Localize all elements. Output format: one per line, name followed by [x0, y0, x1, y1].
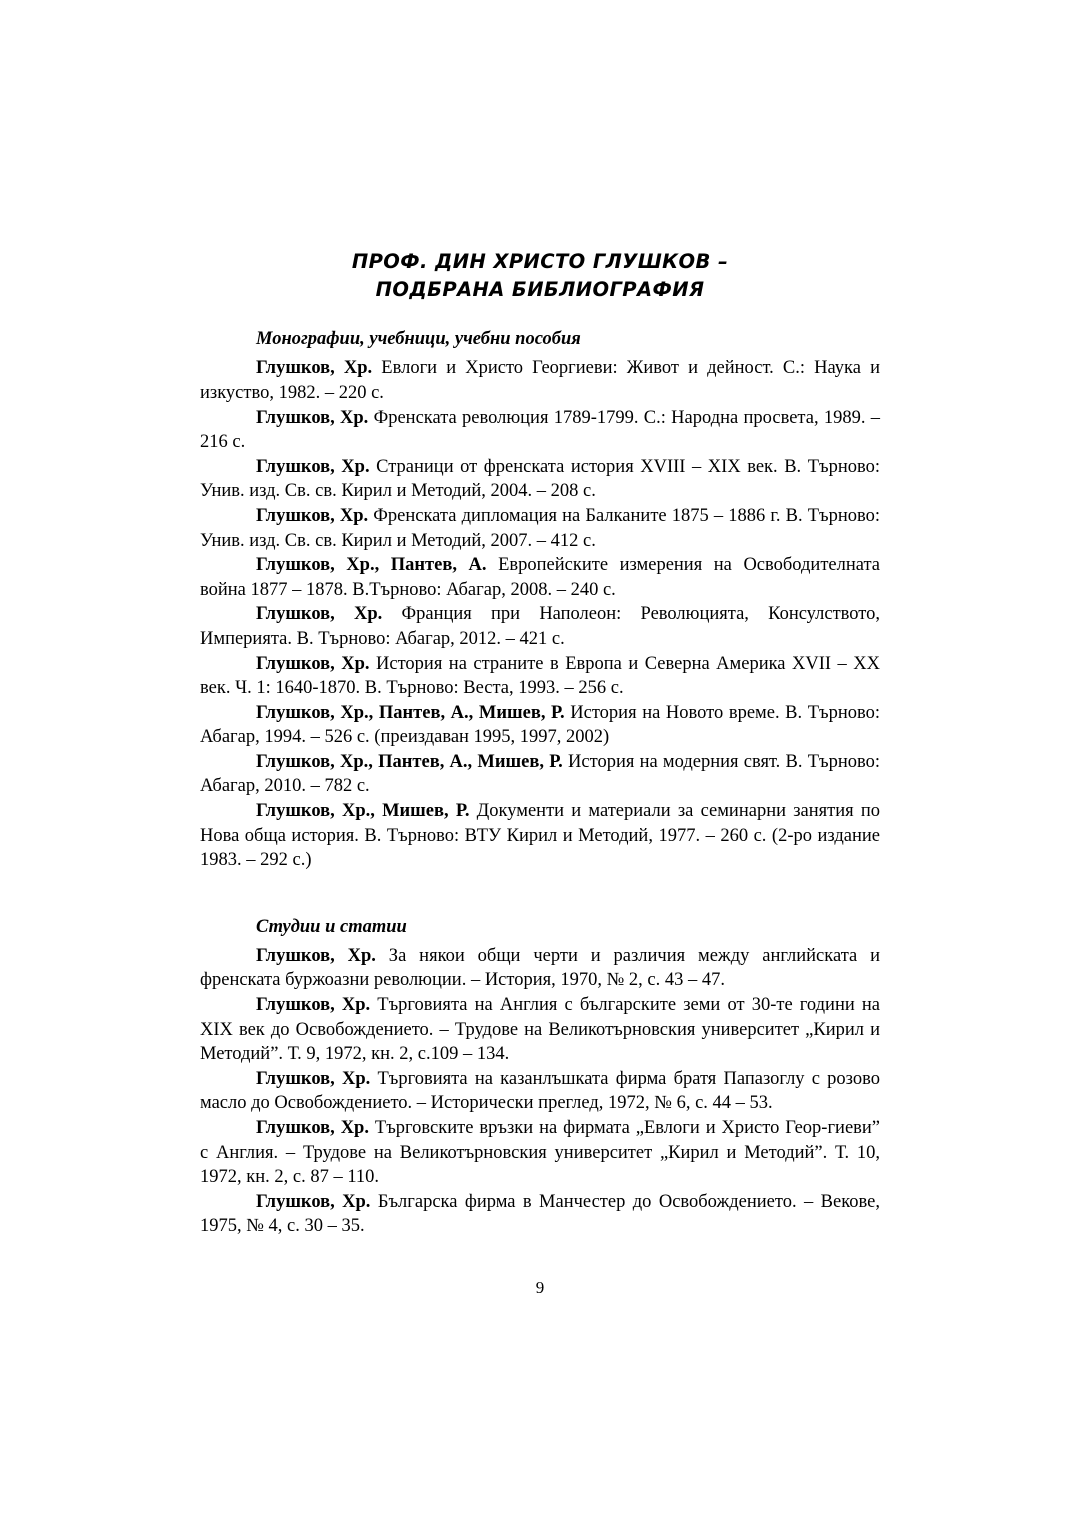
bibliography-entry — [200, 406, 880, 455]
bibliography-entry — [200, 1067, 880, 1116]
page-title — [200, 248, 880, 303]
entry-text: Френската революция 1789-1799. С.: Народна просвета, 1989. – 216 с. — [200, 407, 880, 453]
entry-text: История на модерния свят. В. Търново: Абагар, 2010. – 782 с. — [200, 751, 880, 797]
entry-text: За някои общи черти и различия между английската и френската буржоазни революции. – История, 1970, № 2, с. 43 – 47. — [200, 945, 881, 991]
entry-authors: Глушков, Хр., Пантев, А. — [256, 555, 487, 576]
bibliography-entry — [200, 944, 880, 993]
entry-authors: Глушков, Хр. — [256, 604, 383, 625]
entry-authors: Глушков, Хр., Мишев, Р. — [256, 801, 470, 822]
entry-text: Документи и материали за семинарни занятия по Нова обща история. В. Търново: ВТУ Кирил и Методий, 1977. – 260 с. (2-ро издание 1983. – 292 с.) — [200, 801, 880, 871]
section-heading-monographs: Монографии, учебници, учебни пособия — [256, 329, 581, 350]
page-number: 9 — [535, 1278, 545, 1297]
entry-text: Търговията на казанлъшката фирма братя Папазоглу с розово масло до Освобождението. – Исторически преглед, 1972, № 6, с. 44 – 53. — [200, 1068, 880, 1114]
entry-authors: Глушков, Хр. — [256, 505, 369, 526]
entry-authors: Глушков, Хр. — [256, 1068, 371, 1089]
bibliography-entry — [200, 1190, 880, 1239]
entry-authors: Глушков, Хр. — [256, 653, 370, 674]
bibliography-entry — [200, 504, 880, 553]
bibliography-entry — [200, 602, 880, 651]
entry-authors: Глушков, Хр. — [256, 995, 371, 1016]
bibliography-entry — [200, 750, 880, 799]
entry-text: Търговските връзки на фирмата „Евлоги и Христо Геор-гиеви” с Англия. – Трудове на Великотърновския университет „Кирил и Методий”. Т. 10, 1972, кн. 2, с. 87 – 110. — [200, 1118, 880, 1188]
bibliography-entry — [200, 455, 880, 504]
entry-text: Страници от френската история XVIII – XIX век. В. Търново: Унив. изд. Св. св. Кирил и Методий, 2004. – 208 с. — [200, 456, 880, 502]
bibliography-entry — [200, 701, 880, 750]
bibliography-entry — [200, 1116, 880, 1190]
entry-text: Евлоги и Христо Георгиеви: Живот и дейност. С.: Наука и изкуство, 1982. – 220 с. — [200, 358, 881, 403]
bibliography-entry — [200, 993, 880, 1067]
title-line-1: ПРОФ. ДИН ХРИСТО ГЛУШКОВ – — [351, 250, 729, 273]
entry-text: Българска фирма в Манчестер до Освобождението. – Векове, 1975, № 4, с. 30 – 35. — [200, 1191, 880, 1237]
section-heading-studies: Студии и статии — [256, 916, 407, 937]
bibliography-entry — [200, 799, 880, 873]
entry-text: Търговията на Англия с българските земи от 30-те години на XIX век до Освобождението. – Трудове на Великотърновския университет „Кирил и Методий”. Т. 9, 1972, кн. 2, с.109 – 134. — [200, 995, 880, 1065]
entry-text: История на Новото време. В. Търново: Абагар, 1994. – 526 с. (преиздаван 1995, 1997, 2002) — [200, 702, 881, 748]
page-content — [200, 248, 880, 1239]
bibliography-entry — [200, 356, 880, 405]
entry-text: Франция при Наполеон: Революцията, Консулството, Империята. В. Търново: Абагар, 2012. – 421 с. — [200, 604, 880, 649]
title-line-2: ПОДБРАНА БИБЛИОГРАФИЯ — [375, 277, 705, 301]
entry-authors: Глушков, Хр. — [256, 1118, 369, 1138]
entry-authors: Глушков, Хр., Пантев, А., Мишев, Р. — [256, 751, 563, 772]
entry-text: Френската дипломация на Балканите 1875 – 1886 г. В. Търново: Унив. изд. Св. св. Кирил и Методий, 2007. – 412 с. — [200, 505, 880, 551]
entry-authors: Глушков, Хр. — [256, 456, 370, 477]
entry-authors: Глушков, Хр. — [256, 407, 369, 428]
entry-authors: Глушков, Хр. — [256, 358, 373, 379]
entry-text: Европейските измерения на Освободителната война 1877 – 1878. В.Търново: Абагар, 2008. – 240 с. — [200, 555, 880, 600]
entry-authors: Глушков, Хр., Пантев, А., Мишев, Р. — [256, 702, 565, 723]
entry-authors: Глушков, Хр. — [256, 1191, 371, 1212]
bibliography-entry — [200, 553, 880, 602]
bibliography-entry — [200, 652, 880, 701]
entry-authors: Глушков, Хр. — [256, 945, 376, 966]
entry-text: История на страните в Европа и Северна Америка XVII – XX век. Ч. 1: 1640-1870. В. Търново: Веста, 1993. – 256 с. — [200, 653, 880, 699]
